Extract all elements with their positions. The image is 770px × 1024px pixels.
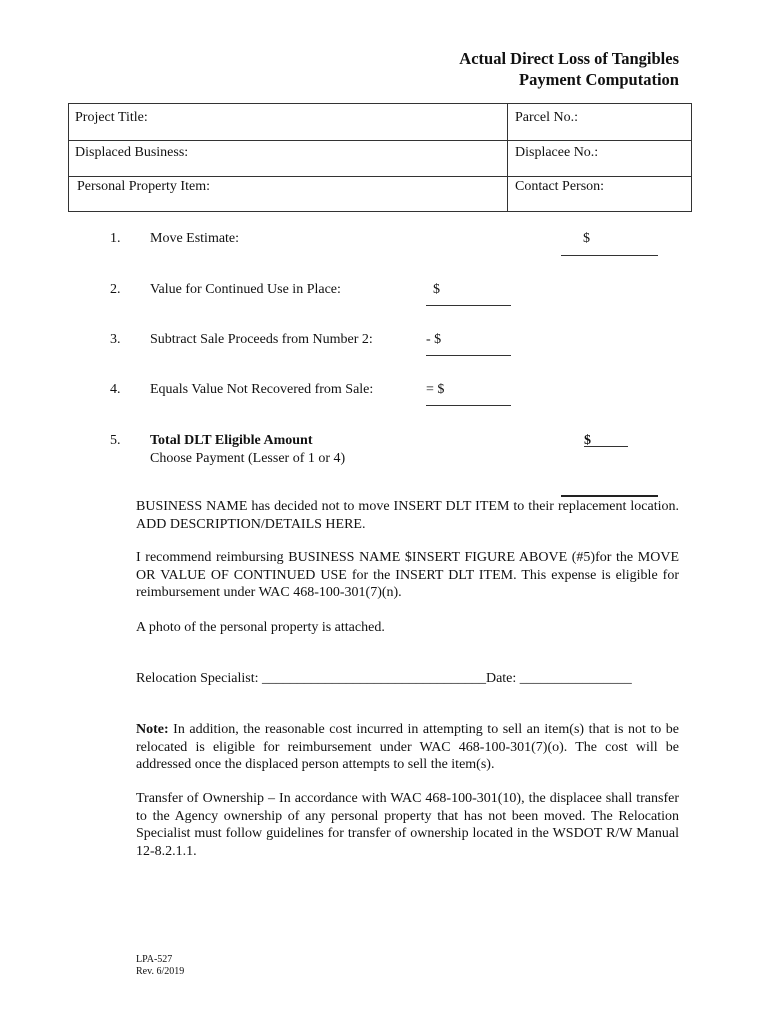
note-paragraph bbox=[136, 721, 679, 774]
item-number: 2. bbox=[110, 282, 121, 297]
project-title-field[interactable]: Project Title: bbox=[75, 110, 148, 125]
amount-line bbox=[426, 355, 511, 356]
value-not-recovered-label: Equals Value Not Recovered from Sale: bbox=[150, 382, 374, 397]
parcel-no-field[interactable]: Parcel No.: bbox=[515, 110, 578, 125]
contact-person-field[interactable]: Contact Person: bbox=[515, 179, 605, 194]
item-number: 4. bbox=[110, 382, 121, 397]
info-table bbox=[68, 103, 692, 212]
total-dlt-amount[interactable]: $ bbox=[584, 433, 591, 448]
note-text: In addition, the reasonable cost incurred in attempting to sell an item(s) that is not to be relocated is eligible for reimbursement under WAC 468-100-301(7)(o). The cost will be addressed once the displaced person attempts to sell the item(s). bbox=[136, 722, 679, 772]
signature-line[interactable]: Relocation Specialist: ________________________________Date: ________________ bbox=[136, 671, 632, 686]
value-not-recovered-amount[interactable]: = $ bbox=[426, 382, 445, 397]
note-label: Note: bbox=[136, 722, 169, 737]
item-number: 3. bbox=[110, 332, 121, 347]
move-estimate-label: Move Estimate: bbox=[150, 231, 240, 246]
continued-use-amount[interactable]: $ bbox=[433, 282, 440, 297]
form-revision: Rev. 6/2019 bbox=[136, 966, 185, 977]
total-amount-underline bbox=[584, 446, 628, 447]
page-subtitle: Payment Computation bbox=[519, 70, 679, 89]
sale-proceeds-amount[interactable]: - $ bbox=[426, 332, 442, 347]
displacee-no-field[interactable]: Displacee No.: bbox=[515, 145, 599, 160]
table-divider bbox=[507, 104, 508, 211]
continued-use-label: Value for Continued Use in Place: bbox=[150, 282, 341, 297]
decision-paragraph: BUSINESS NAME has decided not to move INSERT DLT ITEM to their replacement location. ADD DESCRIPTION/DETAILS HERE. bbox=[136, 499, 679, 532]
total-line bbox=[561, 495, 658, 497]
page-title: Actual Direct Loss of Tangibles bbox=[459, 49, 679, 68]
photo-note: A photo of the personal property is attached. bbox=[136, 620, 385, 635]
personal-property-item-field[interactable]: Personal Property Item: bbox=[77, 179, 210, 194]
move-estimate-amount[interactable]: $ bbox=[583, 231, 590, 246]
form-id: LPA-527 bbox=[136, 954, 173, 965]
info-row bbox=[69, 104, 691, 141]
amount-line bbox=[426, 405, 511, 406]
item-number: 1. bbox=[110, 231, 121, 246]
transfer-paragraph: Transfer of Ownership – In accordance with WAC 468-100-301(10), the displacee shall transfer to the Agency ownership of any personal property that has not been moved. The Relocation Specialist must follow guidelines for transfer of ownership located in the WSDOT R/W Manual 12-8.2.1.1. bbox=[136, 791, 679, 859]
amount-line bbox=[561, 255, 658, 256]
sale-proceeds-label: Subtract Sale Proceeds from Number 2: bbox=[150, 332, 373, 347]
recommendation-paragraph: I recommend reimbursing BUSINESS NAME $INSERT FIGURE ABOVE (#5)for the MOVE OR VALUE OF CONTINUED USE for the INSERT DLT ITEM. This expense is eligible for reimbursement under WAC 468-100-301(7)(n). bbox=[136, 550, 679, 600]
displaced-business-field[interactable]: Displaced Business: bbox=[75, 145, 189, 160]
amount-line bbox=[426, 305, 511, 306]
choose-payment-label: Choose Payment (Lesser of 1 or 4) bbox=[150, 451, 346, 466]
item-number: 5. bbox=[110, 433, 121, 448]
total-dlt-label: Total DLT Eligible Amount bbox=[150, 433, 313, 448]
